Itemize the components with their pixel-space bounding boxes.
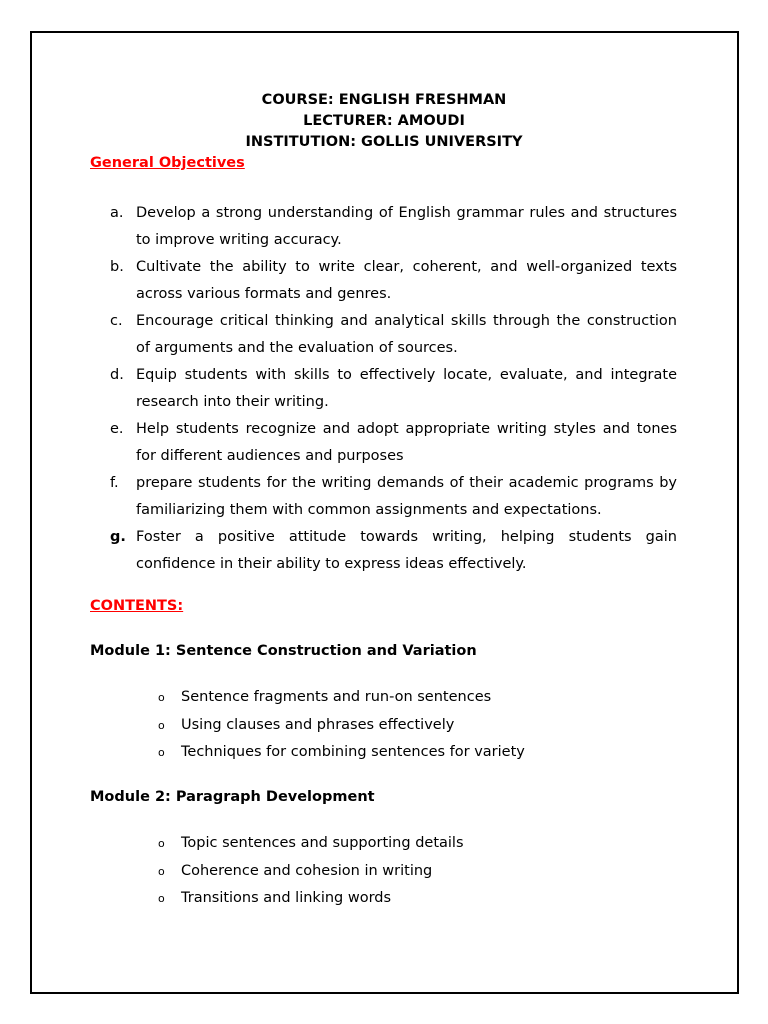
topic-text: Techniques for combining sentences for variety: [181, 744, 525, 760]
objective-marker: d.: [110, 367, 124, 383]
bullet-icon: o: [158, 746, 165, 759]
topic-text: Coherence and cohesion in writing: [181, 862, 433, 879]
objective-item: [110, 200, 677, 254]
objective-text: Develop a strong understanding of English grammar rules and structures to improve writing accuracy.: [136, 205, 677, 248]
objectives-list: [110, 200, 677, 578]
objective-item: [110, 416, 677, 470]
objective-marker: g.: [110, 529, 126, 545]
objective-item: [110, 524, 677, 578]
bullet-icon: o: [158, 892, 165, 905]
bullet-icon: o: [158, 864, 165, 878]
objective-text: Encourage critical thinking and analytical skills through the construction of arguments and the evaluation of sources.: [136, 313, 677, 356]
contents-heading: CONTENTS:: [90, 598, 184, 614]
objective-text: Help students recognize and adopt appropriate writing styles and tones for different audiences and purposes: [136, 421, 677, 464]
objective-item: [110, 470, 677, 524]
module-2-topics: [158, 830, 464, 913]
objective-marker: f.: [110, 475, 119, 491]
bullet-icon: o: [158, 837, 165, 850]
general-objectives-heading: General Objectives: [90, 155, 245, 171]
module-1-title: Module 1: Sentence Construction and Variation: [90, 643, 477, 659]
list-item: [158, 858, 464, 886]
objective-item: [110, 308, 677, 362]
module-1-topics: [158, 684, 525, 767]
topic-text: Using clauses and phrases effectively: [181, 716, 455, 733]
objective-text: Foster a positive attitude towards writing, helping students gain confidence in their ability to express ideas effectively.: [136, 529, 677, 572]
objective-item: [110, 254, 677, 308]
module-2-title: Module 2: Paragraph Development: [90, 789, 375, 805]
list-item: [158, 830, 464, 858]
list-item: [158, 684, 525, 712]
lecturer-line: LECTURER: AMOUDI: [303, 113, 465, 129]
topic-text: Transitions and linking words: [181, 890, 392, 906]
list-item: [158, 885, 464, 913]
objective-marker: a.: [110, 205, 124, 221]
document-header: [0, 90, 768, 153]
course-line: COURSE: ENGLISH FRESHMAN: [261, 92, 507, 108]
list-item: [158, 739, 525, 767]
topic-text: Sentence fragments and run-on sentences: [181, 689, 492, 705]
bullet-icon: o: [158, 718, 165, 732]
list-item: [158, 712, 525, 740]
objective-marker: e.: [110, 421, 124, 437]
bullet-icon: o: [158, 691, 165, 704]
objective-item: [110, 362, 677, 416]
objective-text: Cultivate the ability to write clear, coherent, and well-organized texts across various formats and genres.: [136, 259, 677, 302]
institution-line: INSTITUTION: GOLLIS UNIVERSITY: [245, 134, 523, 150]
objective-marker: b.: [110, 259, 124, 275]
objective-marker: c.: [110, 313, 123, 329]
topic-text: Topic sentences and supporting details: [181, 835, 464, 851]
objective-text: prepare students for the writing demands of their academic programs by familiarizing them with common assignments and expectations.: [136, 475, 677, 518]
objective-text: Equip students with skills to effectively locate, evaluate, and integrate research into their writing.: [136, 367, 677, 410]
